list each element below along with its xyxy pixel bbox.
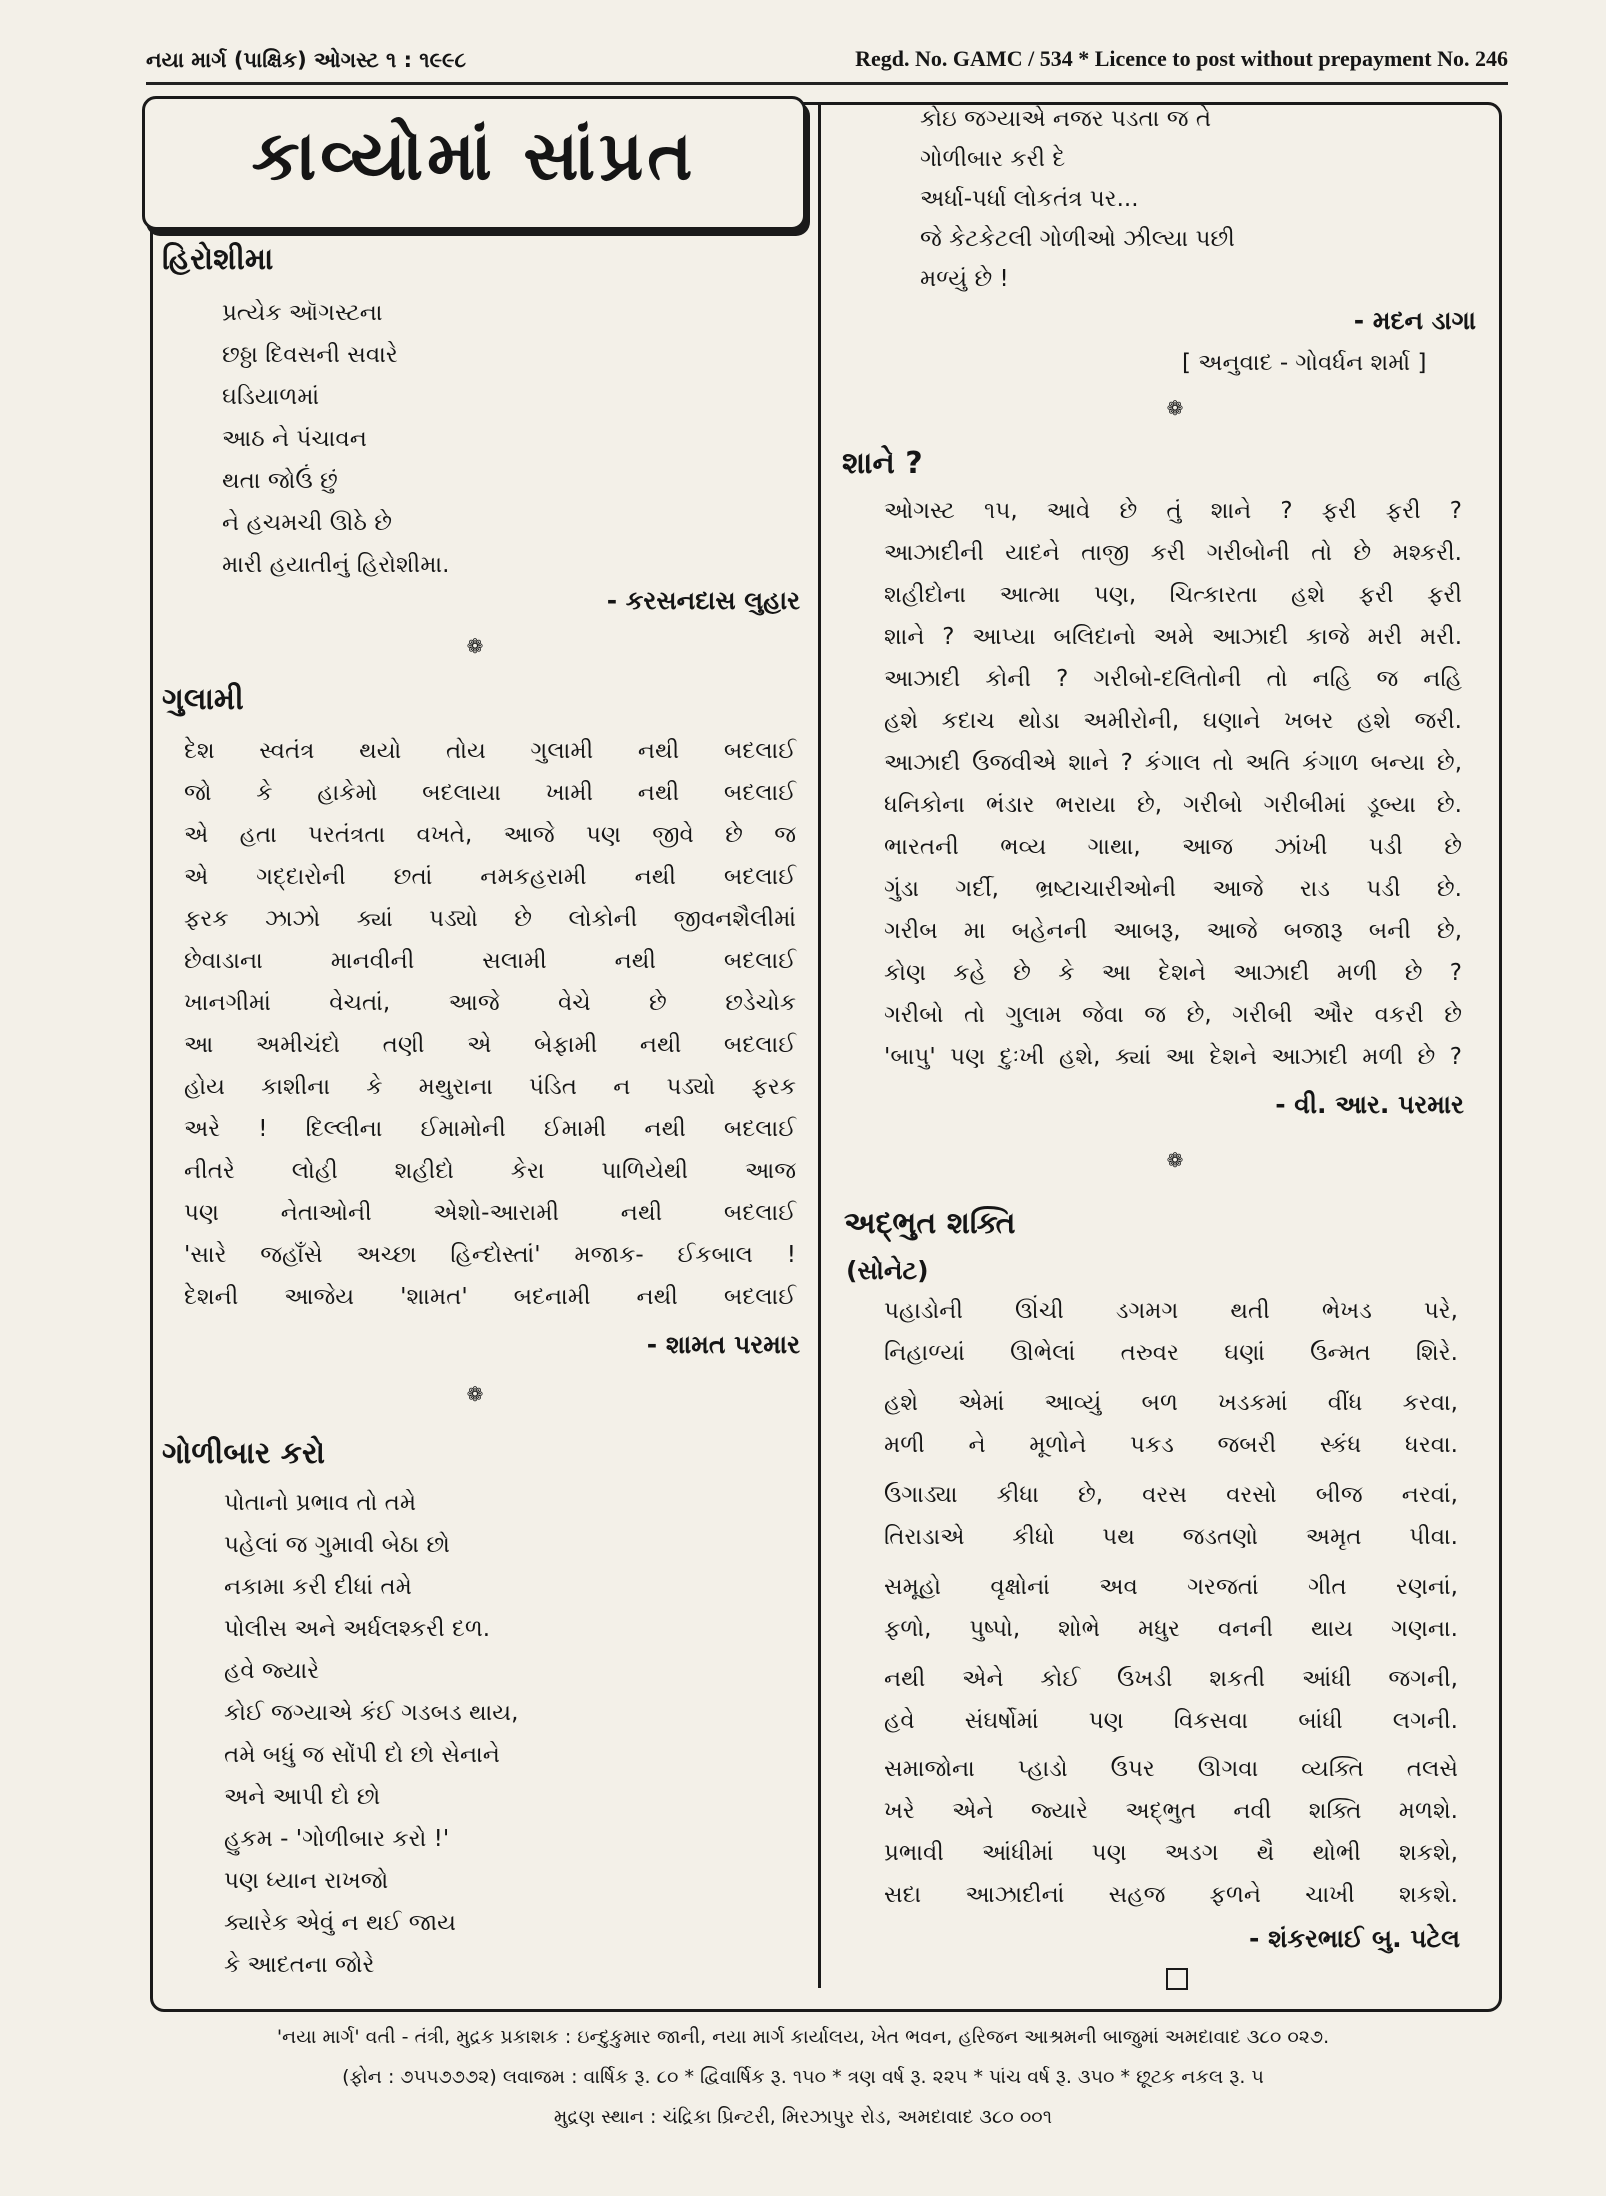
poem-line: સમાજોના પ્હાડો ઉપર ઊગવા વ્યક્તિ તલસે	[884, 1756, 1458, 1782]
end-mark	[1166, 1968, 1188, 1990]
poem-line: આઝાદી ઉજવીએ શાને ? કંગાલ તો અતિ કંગાળ બન્યા છે,	[884, 750, 1462, 776]
poem-line: છેવાડાના માનવીની સલામી નથી બદલાઈ	[184, 948, 796, 974]
poem-line: ઓગસ્ટ ૧૫, આવે છે તું શાને ? ફરી ફરી ?	[884, 498, 1462, 524]
poem-line: ક્યારેક એવું ન થઈ જાય	[224, 1910, 456, 1936]
poem-line: જો કે હાકેમો બદલાયા ખામી નથી બદલાઈ	[184, 780, 796, 806]
poem-line: અર્ધા-પર્ધા લોકતંત્ર પર...	[920, 186, 1139, 212]
poem-line: ભારતની ભવ્ય ગાથા, આજ ઝાંખી પડી છે	[884, 834, 1462, 860]
poem-line: આ અમીચંદો તણી એ બેફામી નથી બદલાઈ	[184, 1032, 796, 1058]
footer-printer: મુદ્રણ સ્થાન : ચંદ્રિકા પ્રિન્ટરી, મિરઝાપુર રોડ, અમદાવાદ ૩૮૦ ૦૦૧	[553, 2106, 1053, 2128]
poem-line: જે કેટકેટલી ગોળીઓ ઝીલ્યા પછી	[920, 226, 1235, 252]
poem-title: ગુલામી	[162, 682, 244, 717]
poem-line: હશે એમાં આવ્યું બળ ખડકમાં વીંધ કરવા,	[884, 1390, 1458, 1416]
poem-line: ગોળીબાર કરી દે	[920, 146, 1066, 172]
poem-line: ધનિકોના ભંડાર ભરાયા છે, ગરીબો ગરીબીમાં ડૂબ્યા છે.	[884, 792, 1462, 818]
poem-line: તમે બધું જ સોંપી દો છો સેનાને	[224, 1742, 500, 1768]
title-box	[142, 96, 806, 230]
poem-subtitle: (સોનેટ)	[846, 1256, 929, 1285]
ornament: ❁	[466, 1382, 484, 1406]
poem-line: નીતરે લોહી શહીદો કેરા પાળિયેથી આજ	[184, 1158, 796, 1184]
poem-line: હવે સંઘર્ષોમાં પણ વિકસવા બાંધી લગની.	[884, 1708, 1458, 1734]
poem-line: દેશની આજેય 'શામત' બદનામી નથી બદલાઈ	[184, 1284, 796, 1310]
poem-line: ફળો, પુષ્પો, શોભે મધુર વનની થાય ગણના.	[884, 1616, 1458, 1642]
poem-author: - વી. આર. પરમાર	[1275, 1090, 1464, 1119]
ornament: ❁	[1166, 396, 1184, 420]
poem-line: મળ્યું છે !	[920, 266, 1009, 292]
poem-line: હશે કદાચ થોડા અમીરોની, ઘણાને ખબર હશે જરી.	[884, 708, 1462, 734]
poem-line: પણ નેતાઓની એશો-આરામી નથી બદલાઈ	[184, 1200, 796, 1226]
poem-title: અદ્ભુત શક્તિ	[844, 1206, 1016, 1241]
footer-subscription: (ફોન : ૭૫૫૭૭૭૨) લવાજમ : વાર્ષિક રૂ. ૮૦ * દ્વિવાર્ષિક રૂ. ૧૫૦ * ત્રણ વર્ષ રૂ. ૨૨૫ * પાંચ વર્ષ રૂ. ૩૫૦ * છૂટક નકલ રૂ. ૫	[342, 2066, 1264, 2088]
poem-title: શાને ?	[842, 446, 923, 481]
poem-line: પ્રભાવી આંધીમાં પણ અડગ થૈ થોભી શકશે,	[884, 1840, 1458, 1866]
poem-line: સદા આઝાદીનાં સહજ ફળને ચાખી શકશે.	[884, 1882, 1458, 1908]
poem-line: પોતાનો પ્રભાવ તો તમે	[224, 1490, 417, 1516]
poem-line: તિરાડાએ કીધો પથ જડતણો અમૃત પીવા.	[884, 1524, 1458, 1550]
poem-line: એ ગદ્દારોની છતાં નમકહરામી નથી બદલાઈ	[184, 864, 796, 890]
poem-line: 'બાપુ' પણ દુઃખી હશે, ક્યાં આ દેશને આઝાદી મળી છે ?	[884, 1044, 1462, 1070]
poem-line: દેશ સ્વતંત્ર થયો તોય ગુલામી નથી બદલાઈ	[184, 738, 796, 764]
poem-author: - શામત પરમાર	[646, 1330, 800, 1359]
poem-line: સમૂહો વૃક્ષોનાં અવ ગરજતાં ગીત રણનાં,	[884, 1574, 1458, 1600]
poem-line: કોઈ જગ્યાએ કંઈ ગડબડ થાય,	[224, 1700, 519, 1726]
poem-line: હોય કાશીના કે મથુરાના પંડિત ન પડ્યો ફરક	[184, 1074, 796, 1100]
poem-line: કોણ કહે છે કે આ દેશને આઝાદી મળી છે ?	[884, 960, 1462, 986]
poem-line: પોલીસ અને અર્ધલશ્કરી દળ.	[224, 1616, 491, 1642]
footer-publisher: 'નયા માર્ગ' વતી - તંત્રી, મુદ્રક પ્રકાશક : ઇન્દુકુમાર જાની, નયા માર્ગ કાર્યાલય, ખેત ભવન, હરિજન આશ્રમની બાજુમાં અમદાવાદ ૩૮૦ ૦૨૭.	[276, 2026, 1330, 2048]
registration-info: Regd. No. GAMC / 534 * Licence to post without prepayment No. 246	[855, 46, 1508, 71]
page-header	[146, 42, 1508, 85]
poem-line: નિહાળ્યાં ઊભેલાં તરુવર ઘણાં ઉન્મત શિરે.	[884, 1340, 1458, 1366]
poem-line: કોઇ જગ્યાએ નજર પડતા જ તે	[920, 106, 1212, 132]
poem-line: ગરીબો તો ગુલામ જેવા જ છે, ગરીબી ઔર વકરી છે	[884, 1002, 1462, 1028]
poem-line: પ્રત્યેક ઑગસ્ટના	[222, 300, 383, 326]
poem-line: ગરીબ મા બહેનની આબરૂ, આજે બજારૂ બની છે,	[884, 918, 1462, 944]
column-divider	[818, 102, 821, 1988]
poem-title: હિરોશીમા	[162, 242, 274, 277]
poem-line: છઠ્ઠા દિવસની સવારે	[222, 342, 398, 368]
poem-title: ગોળીબાર કરો	[162, 1436, 325, 1471]
translator-credit: [ અનુવાદ - ગોવર્ધન શર્મા ]	[1182, 350, 1427, 376]
poem-line: ફરક ઝાઝો ક્યાં પડ્યો છે લોકોની જીવનશૈલીમાં	[184, 906, 796, 932]
ornament: ❁	[466, 634, 484, 658]
poem-author: - મદન ડાગા	[1353, 306, 1476, 335]
poem-line: શહીદોના આત્મા પણ, ચિત્કારતા હશે ફરી ફરી	[884, 582, 1462, 608]
poem-line: કે આદતના જોરે	[224, 1952, 375, 1978]
poem-line: થતા જોઉં છું	[222, 468, 338, 494]
poem-author: - શંકરભાઈ બુ. પટેલ	[1248, 1924, 1460, 1953]
poem-line: ઘડિયાળમાં	[222, 384, 320, 410]
poem-line: શાને ? આપ્યા બલિદાનો અમે આઝાદી કાજે મરી મરી.	[884, 624, 1462, 650]
poem-line: નકામા કરી દીધાં તમે	[224, 1574, 412, 1600]
poem-line: અરે ! દિલ્લીના ઈમામોની ઈમામી નથી બદલાઈ	[184, 1116, 796, 1142]
ornament: ❁	[1166, 1148, 1184, 1172]
poem-line: આઝાદીની યાદને તાજી કરી ગરીબોની તો છે મશ્કરી.	[884, 540, 1462, 566]
poem-line: મારી હયાતીનું હિરોશીમા.	[222, 552, 450, 578]
poem-line: ખાનગીમાં વેચતાં, આજે વેચે છે છડેચોક	[184, 990, 796, 1016]
poem-line: ને હચમચી ઊઠે છે	[222, 510, 392, 536]
issue-info: નયા માર્ગ (પાક્ષિક) ઓગસ્ટ ૧ : ૧૯૯૮	[146, 48, 466, 72]
poem-line: મળી ને મૂળોને પકડ જબરી સ્કંધ ધરવા.	[884, 1432, 1458, 1458]
poem-line: 'સારે જહાઁસે અચ્છા હિન્દોસ્તાં' મજાક- ઈકબાલ !	[184, 1242, 796, 1268]
poem-line: ઉગાડ્યા કીધા છે, વરસ વરસો બીજ નરવાં,	[884, 1482, 1458, 1508]
poem-line: અને આપી દો છો	[224, 1784, 381, 1810]
poem-line: હવે જ્યારે	[224, 1658, 320, 1684]
poem-line: હુકમ - 'ગોળીબાર કરો !'	[224, 1826, 450, 1852]
poem-line: ગુંડા ગર્દી, ભ્રષ્ટાચારીઓની આજે રાડ પડી છે.	[884, 876, 1462, 902]
poem-line: આઝાદી કોની ? ગરીબો-દલિતોની તો નહિ જ નહિ	[884, 666, 1462, 692]
poem-author: - કરસનદાસ લુહાર	[606, 586, 800, 615]
poem-line: આઠ ને પંચાવન	[222, 426, 367, 452]
poem-line: નથી એને કોઈ ઉખડી શકતી આંધી જગની,	[884, 1666, 1458, 1692]
poem-line: પહાડોની ઊંચી ડગમગ થતી ભેખડ પરે,	[884, 1298, 1458, 1324]
poem-line: પહેલાં જ ગુમાવી બેઠા છો	[224, 1532, 450, 1558]
poem-line: ખરે એને જ્યારે અદ્ભુત નવી શક્તિ મળશે.	[884, 1798, 1458, 1824]
page-title: કાવ્યોમાં સાંપ્રત	[251, 117, 697, 196]
poem-line: એ હતા પરતંત્રતા વખતે, આજે પણ જીવે છે જ	[184, 822, 796, 848]
poem-line: પણ ધ્યાન રાખજો	[224, 1868, 389, 1894]
